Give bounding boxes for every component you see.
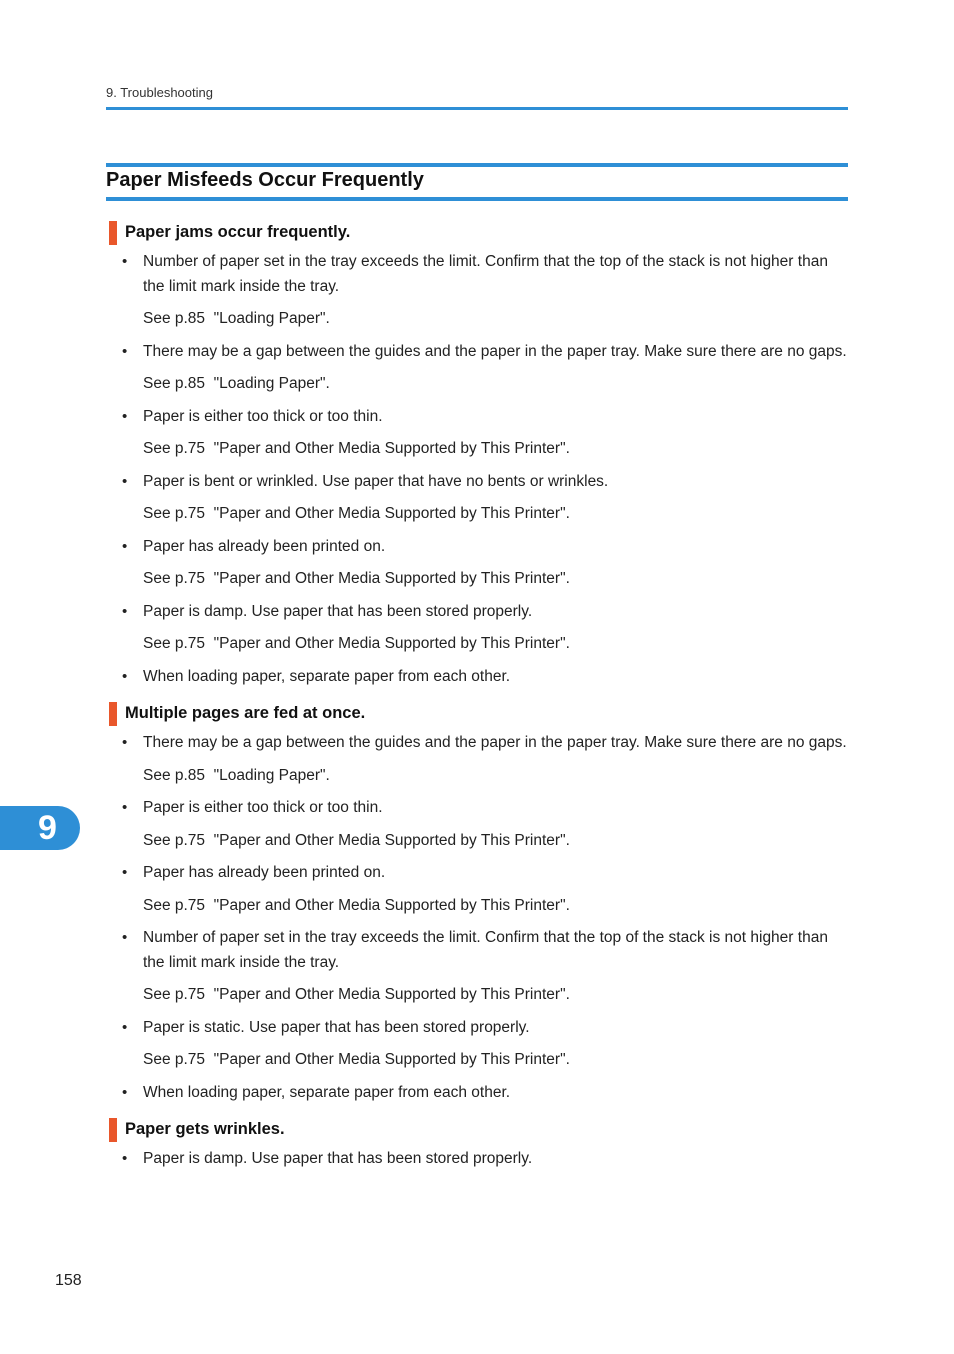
subheading	[106, 700, 848, 726]
bullet-icon: •	[122, 342, 128, 360]
list-item	[106, 405, 848, 430]
list-item-text: Paper is damp. Use paper that has been stored properly.	[143, 602, 533, 620]
list-item	[106, 250, 848, 299]
cross-reference-link[interactable]: See p.75 "Paper and Other Media Supported by This Printer".	[143, 1051, 570, 1068]
subheading	[106, 1116, 848, 1142]
list-item-text: Paper is damp. Use paper that has been stored properly.	[143, 1150, 533, 1167]
bullet-icon: •	[122, 253, 128, 270]
list-item	[106, 470, 848, 495]
running-head: 9. Troubleshooting	[106, 85, 213, 100]
subheading	[106, 219, 848, 245]
list-item-text: Number of paper set in the tray exceeds the limit. Confirm that the top of the stack is not higher than the limit mark inside the tray.	[143, 253, 828, 295]
list-item-text: When loading paper, separate paper from each other.	[143, 1083, 511, 1101]
list-item-text: There may be a gap between the guides and the paper in the paper tray. Make sure there are no gaps.	[143, 342, 847, 360]
bullet-icon: •	[122, 864, 128, 881]
heading-marker	[109, 1118, 117, 1142]
list-item-text: Paper has already been printed on.	[143, 864, 386, 881]
cross-reference-link[interactable]: See p.75 "Paper and Other Media Supported by This Printer".	[143, 986, 570, 1003]
list-item-text: Paper is static. Use paper that has been stored properly.	[143, 1018, 530, 1036]
list-item-text: When loading paper, separate paper from each other.	[143, 667, 511, 685]
list-item	[106, 861, 848, 886]
subheading-text: Multiple pages are fed at once.	[125, 704, 366, 722]
list-item-text: Paper is bent or wrinkled. Use paper that have no bents or wrinkles.	[143, 472, 609, 490]
list-item	[106, 535, 848, 560]
list-item	[106, 796, 848, 821]
header-rule	[106, 107, 848, 110]
bullet-icon: •	[122, 407, 128, 425]
bullet-icon: •	[122, 667, 128, 685]
cross-reference-link[interactable]: See p.75 "Paper and Other Media Supported by This Printer".	[143, 440, 570, 457]
subheading-text: Paper jams occur frequently.	[125, 223, 351, 241]
title-bottom-rule	[106, 197, 848, 201]
bullet-icon: •	[122, 929, 128, 946]
cross-reference-link[interactable]: See p.75 "Paper and Other Media Supported by This Printer".	[143, 831, 570, 849]
bullet-icon: •	[122, 799, 128, 816]
cross-reference-link[interactable]: See p.85 "Loading Paper".	[143, 310, 330, 327]
list-item	[106, 600, 848, 625]
bullet-icon: •	[122, 602, 128, 620]
list-item	[106, 1081, 848, 1106]
list-item-text: Paper is either too thick or too thin.	[143, 799, 383, 816]
section-title: Paper Misfeeds Occur Frequently	[106, 169, 424, 191]
cross-reference-link[interactable]: See p.75 "Paper and Other Media Supported by This Printer".	[143, 635, 570, 652]
bullet-icon: •	[122, 1150, 128, 1167]
list-item	[106, 926, 848, 975]
list-item	[106, 1016, 848, 1041]
troubleshoot-group	[106, 1116, 848, 1172]
subheading-text: Paper gets wrinkles.	[125, 1120, 285, 1138]
list-item	[106, 340, 848, 365]
cross-reference-link[interactable]: See p.75 "Paper and Other Media Supported by This Printer".	[143, 896, 570, 914]
cross-reference-link[interactable]: See p.85 "Loading Paper".	[143, 766, 330, 784]
content-body	[106, 219, 848, 1183]
bullet-icon: •	[122, 734, 128, 751]
chapter-tab	[0, 806, 80, 850]
bullet-icon: •	[122, 1018, 128, 1036]
list-item	[106, 731, 848, 756]
chapter-number: 9	[38, 809, 57, 847]
page-number: 158	[55, 1272, 82, 1289]
heading-marker	[109, 221, 117, 245]
list-item-text: Paper has already been printed on.	[143, 537, 386, 555]
troubleshoot-group	[106, 700, 848, 1105]
list-item	[106, 665, 848, 690]
cross-reference-link[interactable]: See p.75 "Paper and Other Media Supported by This Printer".	[143, 570, 570, 587]
bullet-icon: •	[122, 1083, 128, 1101]
heading-marker	[109, 702, 117, 726]
list-item-text: Paper is either too thick or too thin.	[143, 407, 383, 425]
list-item-text: There may be a gap between the guides and the paper in the paper tray. Make sure there are no gaps.	[143, 734, 847, 751]
cross-reference-link[interactable]: See p.75 "Paper and Other Media Supported by This Printer".	[143, 505, 570, 522]
list-item	[106, 1147, 848, 1172]
list-item-text: Number of paper set in the tray exceeds the limit. Confirm that the top of the stack is not higher than the limit mark inside the tray.	[143, 929, 828, 971]
bullet-icon: •	[122, 537, 128, 555]
troubleshoot-group	[106, 219, 848, 689]
cross-reference-link[interactable]: See p.85 "Loading Paper".	[143, 375, 330, 392]
bullet-icon: •	[122, 472, 128, 490]
